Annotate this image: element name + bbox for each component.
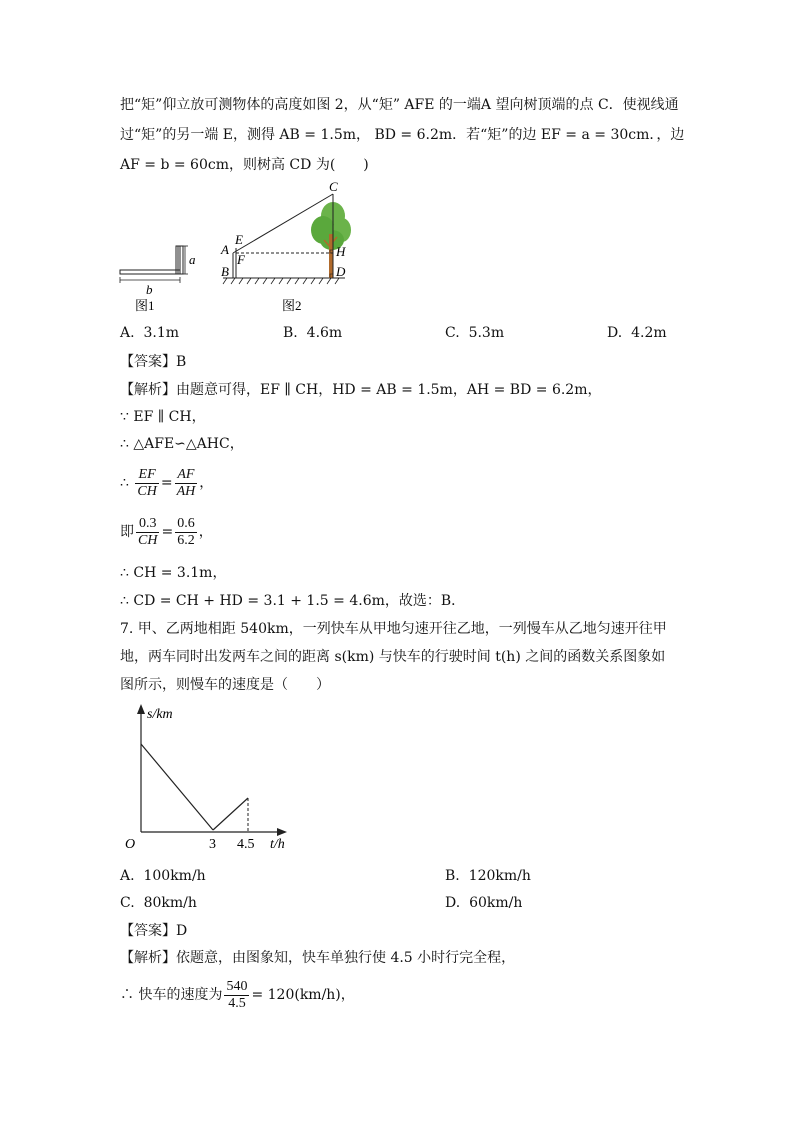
fig2-caption: 图2 [282,298,302,313]
q7-option-d[interactable]: D. 60km/h [445,895,523,911]
q6-step3: ∴ $\frac{EF}{CH}$ = $\frac{AF}{AH}$ ， [120,466,214,499]
fraction-af-ah: $\frac{AF}{AH}$ [176,466,196,499]
q6-step4: 即 $\frac{0.3}{CH}$ = $\frac{0.6}{6.2}$ ， [120,515,213,548]
fig2-label-E: E [235,232,243,247]
graph-tick-4-5: 4.5 [237,837,255,852]
fraction-540-45: $\frac{540}{4.5}$ [226,978,248,1011]
q7-option-b[interactable]: B. 120km/h [445,868,531,884]
q6-option-a[interactable]: A. 3.1m [120,325,180,341]
q6-option-b[interactable]: B. 4.6m [283,325,343,341]
q6-analysis-line1: 【解析】由题意可得，EF ∥ CH，HD = AB = 1.5m，AH = BD = 6.2m， [120,382,602,398]
fig2-label-H: H [336,244,346,259]
q7-answer: 【答案】D [120,923,188,939]
graph-tick-3: 3 [209,837,216,852]
q6-option-c[interactable]: C. 5.3m [445,325,505,341]
q7-text-line3: 图所示，则慢车的速度是（ ） [120,677,330,693]
fig2-label-D: D [336,264,346,279]
fig2-label-F: F [237,252,245,267]
q7-text-line2: 地，两车同时出发两车之间的距离 s(km) 与快车的行驶时间 t(h) 之间的函数关系图象如 [120,649,666,665]
graph-origin-label: O [125,837,136,852]
fig2-label-A: A [221,242,229,257]
q6-step6: ∴ CD = CH + HD = 3.1 + 1.5 = 4.6m，故选：B． [120,593,466,609]
fraction-03-ch: $\frac{0.3}{CH}$ [138,515,158,548]
fraction-ef-ch: $\frac{EF}{CH}$ [137,466,157,499]
q6-option-d[interactable]: D. 4.2m [607,325,667,341]
figure-1-diagram [115,240,205,312]
q6-step1: ∵ EF ∥ CH， [120,409,206,425]
q7-speed-line: ∴ 快车的速度为 $\frac{540}{4.5}$ = 120(km/h)， [120,978,355,1011]
fig1-label-b: b [146,282,153,297]
figure-2-diagram [215,178,355,314]
q7-option-a[interactable]: A. 100km/h [120,868,206,884]
fig1-caption: 图1 [135,298,155,312]
fraction-06-62: $\frac{0.6}{6.2}$ [177,515,195,548]
fig1-label-a: a [189,252,196,267]
fig2-label-B: B [221,264,229,279]
graph-y-label: s/km [147,707,173,722]
q6-step2: ∴ △AFE∽△AHC， [120,436,244,452]
q7-analysis-line1: 【解析】依题意，由图象知，快车单独行使 4.5 小时行完全程， [120,950,516,966]
fig2-label-C: C [329,179,338,194]
q6-text-line3: AF = b = 60cm，则树高 CD 为( ) [120,157,369,173]
q6-step5: ∴ CH = 3.1m， [120,565,227,581]
q7-distance-time-graph [115,700,300,860]
q7-option-c[interactable]: C. 80km/h [120,895,197,911]
q7-text-line1: 7. 甲、乙两地相距 540km，一列快车从甲地匀速开往乙地，一列慢车从乙地匀速开往甲 [120,621,667,637]
q6-text-line2: 过“矩”的另一端 E，测得 AB = 1.5m， BD = 6.2m．若“矩”的边 EF = a = 30cm．，边 [120,127,685,143]
q6-answer: 【答案】B [120,354,187,370]
q6-text-line1: 把“矩”仰立放可测物体的高度如图 2，从“矩” AFE 的一端A 望向树顶端的点 C．使视线通 [120,97,679,113]
graph-x-label: t/h [270,837,285,852]
